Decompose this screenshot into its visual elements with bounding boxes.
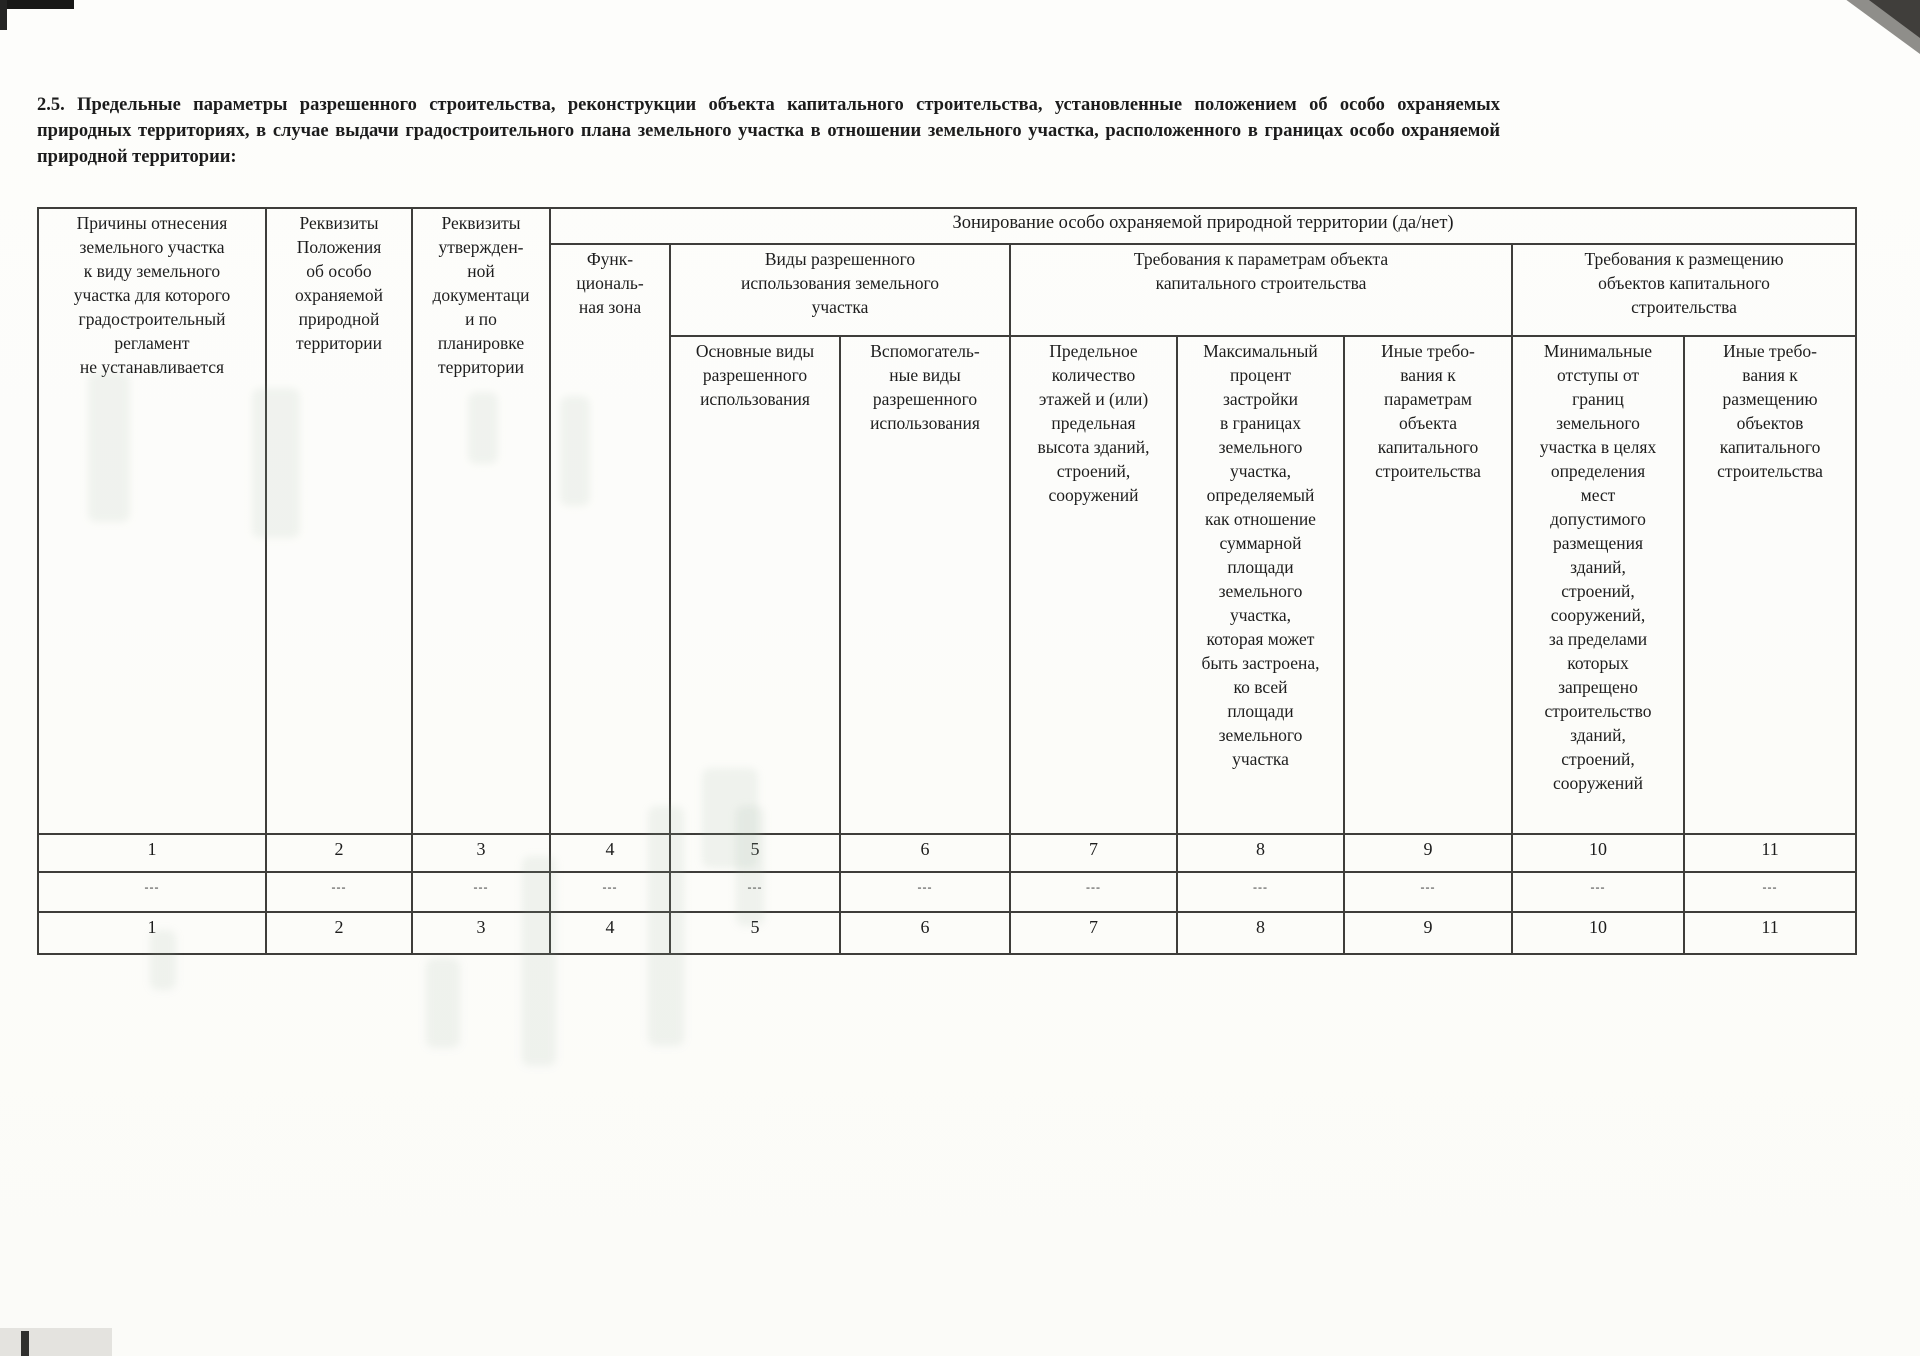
col-header-reasons: Причины отнесения земельного участка к виду земельного участка для которого градостроительный регламент не устанавливается bbox=[38, 208, 266, 834]
empty-cell: --- bbox=[1177, 872, 1344, 912]
scan-edge-strip-top bbox=[0, 0, 74, 9]
column-number: 10 bbox=[1512, 912, 1684, 954]
column-number: 9 bbox=[1344, 834, 1512, 872]
empty-data-row bbox=[38, 872, 1856, 912]
heading-line-1: 2.5. Предельные параметры разрешенного строительства, реконструкции объекта капитального строительства, установленные положением об особо охраняемых bbox=[37, 95, 1500, 115]
scan-edge-strip-left bbox=[0, 0, 7, 30]
scan-corner-fold-light bbox=[1840, 0, 1920, 54]
column-number: 11 bbox=[1684, 834, 1856, 872]
empty-cell: --- bbox=[840, 872, 1010, 912]
column-number: 5 bbox=[670, 834, 840, 872]
column-number: 6 bbox=[840, 834, 1010, 872]
empty-cell: --- bbox=[412, 872, 550, 912]
col-header-main-use: Основные виды разрешенного использования bbox=[670, 336, 840, 834]
col-header-functional-zone: Функ- циональ- ная зона bbox=[550, 244, 670, 834]
column-number: 1 bbox=[38, 834, 266, 872]
column-number: 7 bbox=[1010, 912, 1177, 954]
column-number: 3 bbox=[412, 912, 550, 954]
empty-cell: --- bbox=[670, 872, 840, 912]
column-number: 10 bbox=[1512, 834, 1684, 872]
column-number: 11 bbox=[1684, 912, 1856, 954]
column-number: 1 bbox=[38, 912, 266, 954]
heading-line-2: природных территориях, в случае выдачи градостроительного плана земельного участка в отношении земельного участка, расположенного в границах особо охраняемой bbox=[37, 121, 1500, 141]
group-header-object-params: Требования к параметрам объекта капитального строительства bbox=[1010, 244, 1512, 336]
col-header-other-param-req: Иные требо- вания к параметрам объекта капитального строительства bbox=[1344, 336, 1512, 834]
column-number: 2 bbox=[266, 912, 412, 954]
empty-cell: --- bbox=[38, 872, 266, 912]
empty-cell: --- bbox=[550, 872, 670, 912]
group-header-placement: Требования к размещению объектов капитального строительства bbox=[1512, 244, 1856, 336]
header-row-zoning bbox=[38, 208, 1856, 244]
col-header-max-floors: Предельное количество этажей и (или) предельная высота зданий, строений, сооружений bbox=[1010, 336, 1177, 834]
col-header-max-percent: Максимальный процент застройки в границах земельного участка, определяемый как отношение суммарной площади земельного участка, которая может быть застроена, ко всей площади земельного участка bbox=[1177, 336, 1344, 834]
section-heading bbox=[37, 92, 1500, 170]
column-number: 5 bbox=[670, 912, 840, 954]
column-number: 9 bbox=[1344, 912, 1512, 954]
group-header-permitted-use: Виды разрешенного использования земельного участка bbox=[670, 244, 1010, 336]
column-number-row bbox=[38, 834, 1856, 872]
empty-cell: --- bbox=[1512, 872, 1684, 912]
column-number: 7 bbox=[1010, 834, 1177, 872]
col-header-min-offsets: Минимальные отступы от границ земельного участка в целях определения мест допустимого размещения зданий, строений, сооружений, за пределами которых запрещено строительство зданий, строений, сооружений bbox=[1512, 336, 1684, 834]
column-number: 6 bbox=[840, 912, 1010, 954]
scan-corner-fold-dark bbox=[1862, 0, 1920, 38]
empty-cell: --- bbox=[266, 872, 412, 912]
column-number: 2 bbox=[266, 834, 412, 872]
column-number-row-repeat bbox=[38, 912, 1856, 954]
limit-parameters-table bbox=[37, 207, 1857, 955]
column-number: 8 bbox=[1177, 912, 1344, 954]
empty-cell: --- bbox=[1684, 872, 1856, 912]
col-header-planning-docs: Реквизиты утвержден- ной документаци и по планировке территории bbox=[412, 208, 550, 834]
heading-line-3: природной территории: bbox=[37, 147, 237, 167]
column-number: 4 bbox=[550, 834, 670, 872]
column-number: 4 bbox=[550, 912, 670, 954]
scan-bottom-left-mark bbox=[21, 1331, 29, 1356]
bleed-through-artifact bbox=[426, 958, 460, 1048]
empty-cell: --- bbox=[1010, 872, 1177, 912]
col-header-auxiliary-use: Вспомогатель- ные виды разрешенного использования bbox=[840, 336, 1010, 834]
col-header-position-requisites: Реквизиты Положения об особо охраняемой природной территории bbox=[266, 208, 412, 834]
column-number: 3 bbox=[412, 834, 550, 872]
col-header-other-placement-req: Иные требо- вания к размещению объектов капитального строительства bbox=[1684, 336, 1856, 834]
empty-cell: --- bbox=[1344, 872, 1512, 912]
column-number: 8 bbox=[1177, 834, 1344, 872]
scan-bottom-left-shadow bbox=[0, 1328, 112, 1356]
zoning-spanning-header: Зонирование особо охраняемой природной территории (да/нет) bbox=[550, 208, 1856, 244]
